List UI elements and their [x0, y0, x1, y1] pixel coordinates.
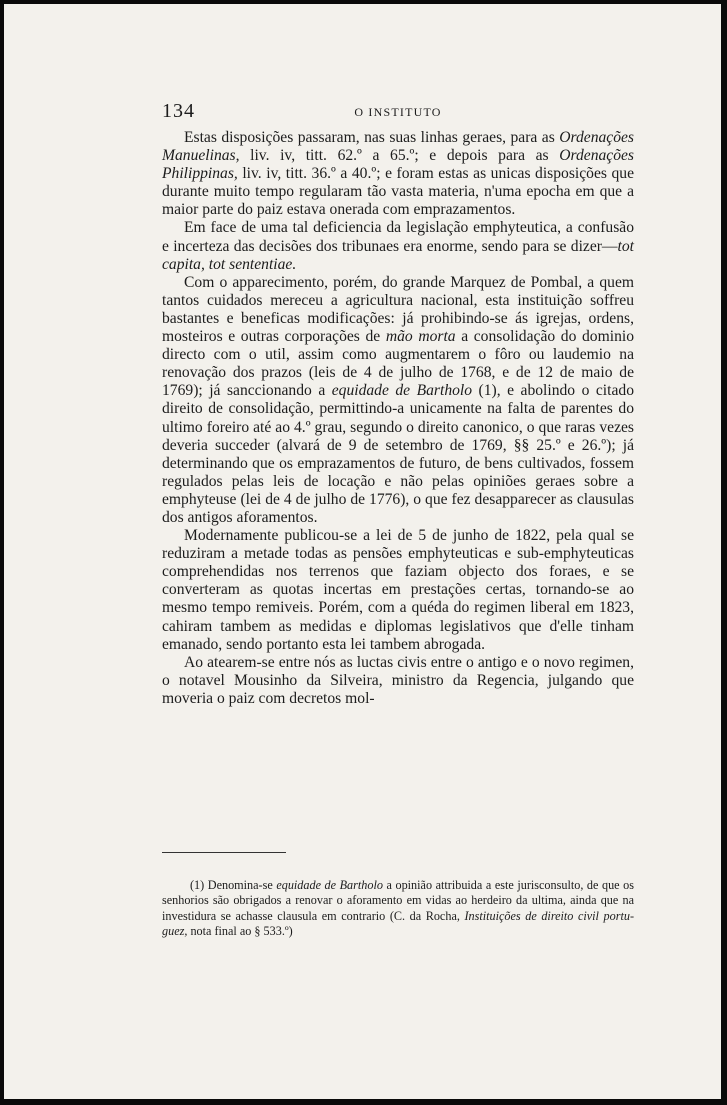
footnote — [162, 878, 634, 940]
paragraph-2 — [162, 219, 634, 273]
paragraph-1 — [162, 129, 634, 219]
text-run: nota final ao § 533.º) — [187, 924, 293, 939]
paragraph-5 — [162, 654, 634, 708]
paragraph-3 — [162, 274, 634, 527]
text-run: (1), e abolindo o citado direito de consolidação, permittindo-a unicamente na falta de parentes do ultimo foreiro até ao 4.º grau, segundo o direito canonico, o que raras vezes deveria succeder (alvará de 9 de setembro de 1769, §§ 25.º e 26.º); já determinando que os emprazamentos de futuro, de bens cultivados, fossem regulados pelas leis de locação e não pelas opiniões geraes sobre a emphyteuse (lei de 4 de julho de 1776), o que fez desapparecer as clausulas dos antigos aforamentos. — [162, 382, 634, 526]
italic-title: Ordenações Manuelinas, — [162, 129, 634, 165]
text-run: Ao atearem-se entre nós as luctas civis entre o antigo e o novo regimen, o notavel Mousinho da Silveira, ministro da Regencia, julgando que moveria o paiz com decretos mol- — [162, 653, 634, 707]
italic-phrase: equidade de Bartholo — [276, 878, 383, 892]
text-run: Com o apparecimento, porém, do grande Marquez de Pombal, a quem tantos cuidados mereceu a agricultura nacional, esta instituição soffreu bastantes e beneficas modificações: já prohibindo-se ás igrejas, ordens, mosteiros e outras corporações de — [162, 273, 634, 346]
page-number: 134 — [162, 100, 195, 122]
italic-phrase: equidade de Bartholo — [331, 382, 473, 400]
book-page — [4, 4, 721, 1099]
text-run: (1) Denomina-se — [190, 878, 277, 892]
running-title: O INSTITUTO — [354, 105, 442, 119]
text-run: liv. iv, titt. 36.º a 40.º; e foram estas as unicas disposições que durante muito tempo regularam tão vasta materia, n'uma epocha em que a maior parte do paiz estava onerada com emprazamentos. — [162, 165, 634, 219]
italic-title: Instituições de direito civil portuguez, — [162, 908, 634, 939]
footnote-divider — [162, 852, 286, 853]
text-run: Modernamente publicou-se a lei de 5 de junho de 1822, pela qual se reduziram a metade todas as pensões emphyteuticas e sub-emphyteuticas comprehendidas nos terrenos que faziam objecto dos foraes, e se converteram as quotas incertas em prestações certas, tornando-se ao mesmo tempo remiveis. Porém, com a quéda do regimen liberal em 1823, cahiram tambem as medidas e diplomas legislativos que d'elle tinham emanado, sendo portanto esta lei tambem abrogada. — [162, 527, 634, 653]
italic-title: Ordenações Philippinas, — [162, 147, 634, 183]
text-run: liv. iv, titt. 62.º a 65.º; e depois para as — [239, 147, 560, 165]
italic-phrase: tot capita, tot sententiae. — [162, 237, 634, 273]
paragraph-4 — [162, 527, 634, 654]
text-run: a consolidação do dominio directo com o util, assim como augmentarem o fôro ou laudemio na renovação dos prazos (leis de 4 de julho de 1768, e de 12 de maio de 1769); já sanccionando a — [162, 328, 634, 400]
italic-phrase: mão morta — [385, 328, 456, 346]
text-run: a opinião attribuida a este jurisconsulto, de que os senhorios são obrigados a renovar o aforamento em vidas ao herdeiro da ultima, ainda que na investidura se achasse clausula em contrario (C. da Rocha, — [162, 878, 634, 923]
text-run: Em face de uma tal deficiencia da legislação emphyteutica, a confusão e incerteza das decisões dos tribunaes era enorme, sendo para se dizer— — [162, 219, 634, 255]
footnote-1 — [162, 878, 634, 940]
text-run: Estas disposições passaram, nas suas linhas geraes, para as — [184, 129, 560, 146]
body-text — [162, 129, 634, 708]
page-header — [162, 100, 634, 124]
